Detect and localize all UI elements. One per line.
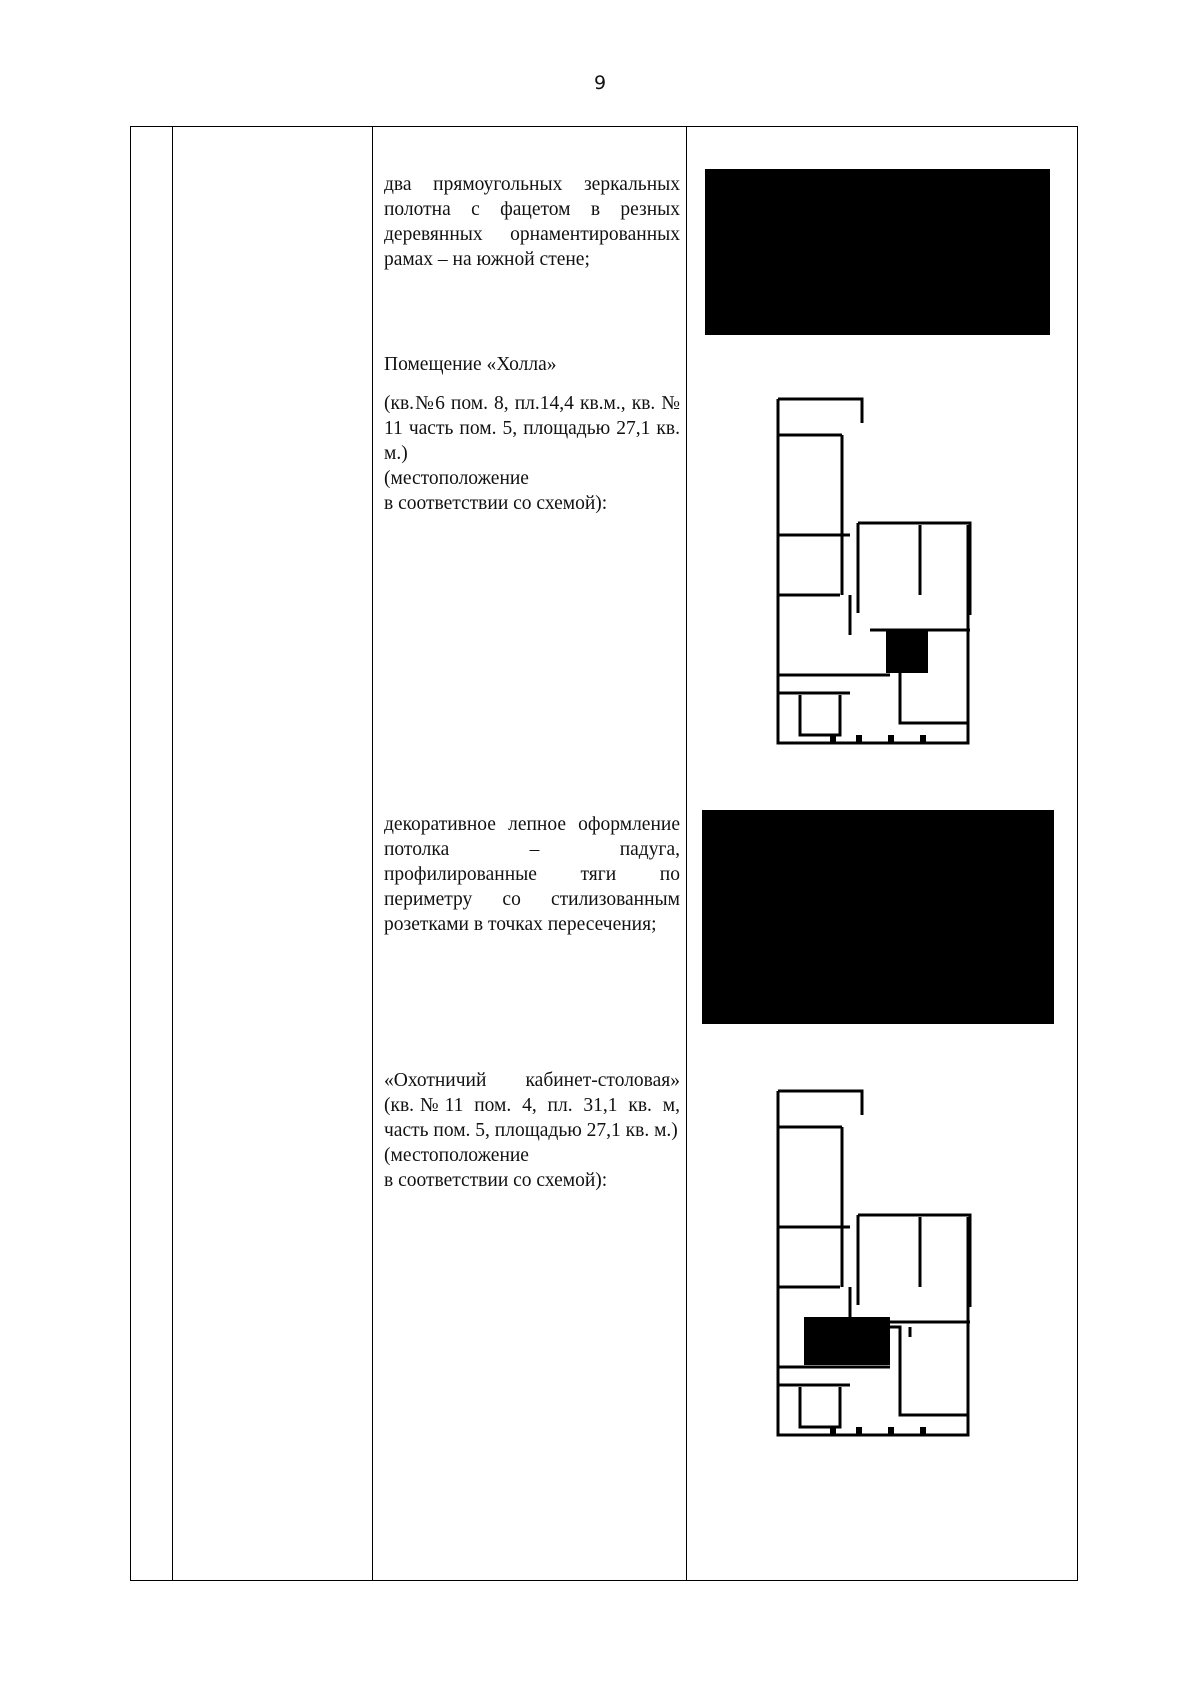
object-description (384, 172, 680, 272)
ceiling-photo (702, 810, 1054, 1024)
column-divider (372, 127, 373, 1580)
page-number: 9 (593, 72, 607, 94)
room-location: в соответствии со схемой): (384, 493, 608, 514)
room-description (384, 1068, 680, 1193)
mirror-photo (705, 169, 1050, 335)
column-divider (172, 127, 173, 1580)
description-text: декоративное лепное оформление потолка – падуга, профилированные тяги по периметру со стилизованным розетками в точках пересечения; (384, 814, 680, 935)
room-details: «Охотничий кабинет-столовая» (кв.№11 пом. 4, пл. 31,1 кв. м, часть пом. 5, площадью 27,1 кв. м.) (384, 1070, 680, 1141)
room-location: в соответствии со схемой): (384, 1170, 608, 1191)
room-location: (местоположение (384, 1145, 529, 1166)
room-location: (местоположение (384, 468, 529, 489)
description-text: два прямоугольных зеркальных полотна с фацетом в резных деревянных орнаментированных рамах – на южной стене; (384, 174, 680, 270)
object-description (384, 812, 680, 937)
floor-plan-study (770, 1087, 980, 1437)
column-divider (686, 127, 687, 1580)
floor-plan-hall (770, 395, 980, 745)
room-description (384, 352, 680, 516)
room-details: (кв.№6 пом. 8, пл.14,4 кв.м., кв. № 11 часть пом. 5, площадью 27,1 кв. м.) (384, 393, 680, 464)
room-title: Помещение «Холла» (384, 354, 557, 375)
